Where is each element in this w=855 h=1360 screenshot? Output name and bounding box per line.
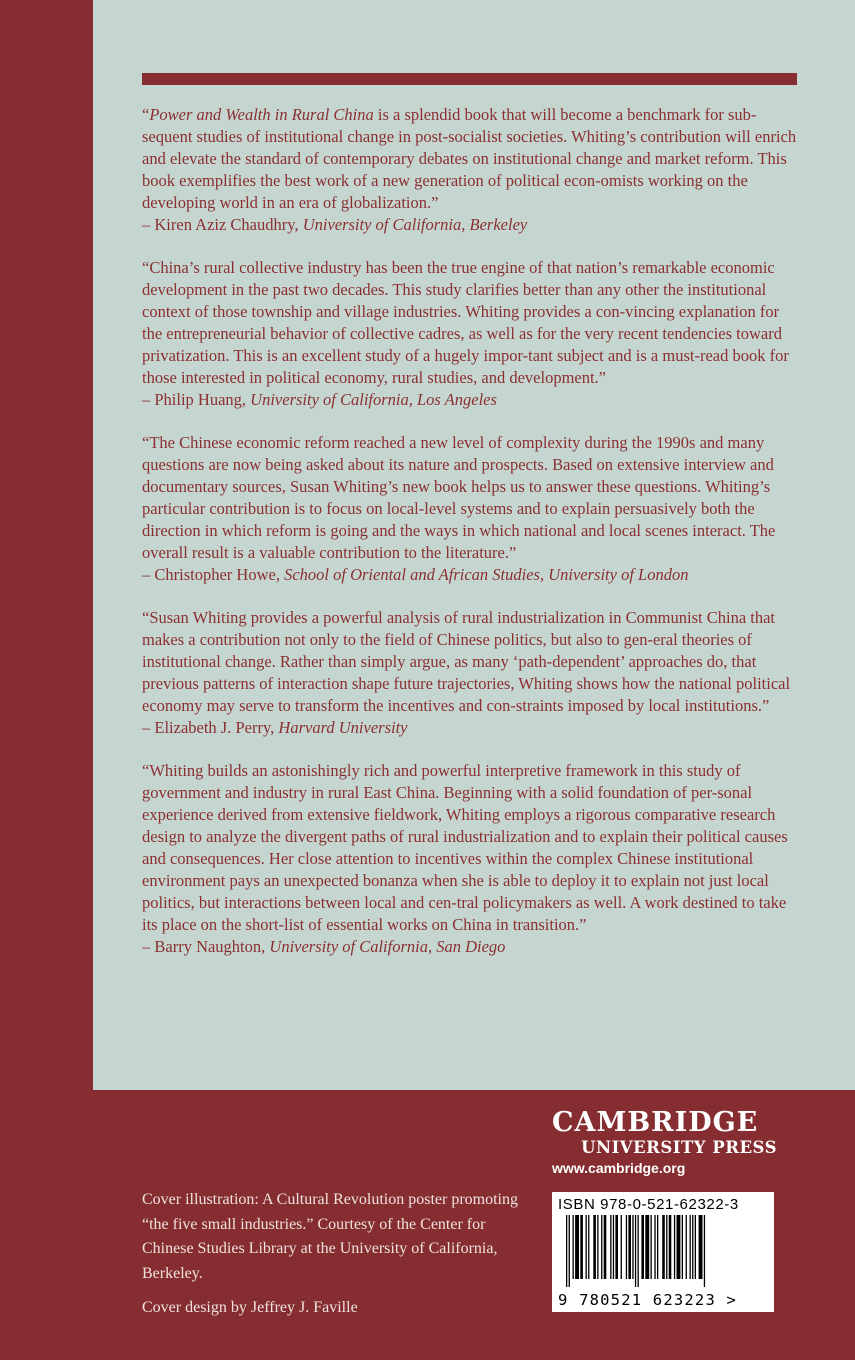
barcode-bar	[654, 1215, 655, 1279]
open-quote-mark: “	[142, 105, 150, 124]
endorsement-4	[142, 607, 802, 739]
barcode-bar	[621, 1215, 622, 1279]
author-affiliation: University of California, San Diego	[269, 937, 506, 956]
barcode-bar	[686, 1215, 687, 1279]
barcode-bar	[638, 1215, 639, 1287]
barcode-bar	[613, 1215, 614, 1279]
barcode-bar	[674, 1215, 675, 1279]
quote-body: is a splendid book that will become a benchmark for sub-sequent studies of institutional change in post-socialist societies. Whiting’s contribution will enrich and elevate the standard of contemporary debates on institutional change and market reform. This book exemplifies the best work of a new generation of political econ-omists working on the developing world in an era of globalization.”	[142, 105, 797, 212]
author-affiliation: University of California, Los Angeles	[250, 390, 497, 409]
author-name: – Elizabeth J. Perry,	[142, 718, 275, 737]
quote-text	[142, 104, 802, 214]
barcode-bar	[692, 1215, 693, 1279]
publisher-name: CAMBRIDGE	[552, 1107, 759, 1138]
barcode-bar	[657, 1215, 658, 1279]
barcode-bars	[558, 1215, 742, 1287]
barcode-bar	[597, 1215, 598, 1279]
barcode-bar	[569, 1215, 570, 1287]
barcode-bar	[610, 1215, 611, 1279]
barcode-bar	[690, 1215, 691, 1279]
barcode-bar	[593, 1215, 596, 1279]
barcode-bar	[645, 1215, 649, 1279]
barcode-bar	[662, 1215, 665, 1279]
attribution	[142, 717, 802, 739]
barcode-bar	[677, 1215, 681, 1279]
barcode-bar	[573, 1215, 574, 1279]
author-name: – Philip Huang,	[142, 390, 247, 409]
barcode-bar	[588, 1215, 589, 1279]
attribution	[142, 389, 802, 411]
author-affiliation: Harvard University	[278, 718, 408, 737]
barcode-bar	[604, 1215, 607, 1279]
author-name: – Barry Naughton,	[142, 937, 266, 956]
barcode-bar	[586, 1215, 587, 1279]
isbn-barcode	[552, 1192, 774, 1312]
quote-text: “Susan Whiting provides a powerful analysis of rural industrialization in Communist China that makes a contribution not only to the field of Chinese politics, but also to gen-eral theories of institutional change. Rather than simply argue, as many ‘path-dependent’ approaches do, that previous patterns of interaction shape future trajectories, Whiting shows how the national political economy may serve to transform the incentives and con-straints imposed by local institutions.”	[142, 608, 791, 715]
endorsement-1	[142, 104, 802, 236]
attribution	[142, 936, 802, 958]
cover-illustration-credit: Cover illustration: A Cultural Revolution poster promoting “the five small industries.” Courtesy of the Center for Chinese Studies Library at the University of California, Berkeley.	[142, 1191, 518, 1282]
author-name: – Christopher Howe,	[142, 565, 280, 584]
barcode-bar	[666, 1215, 667, 1279]
barcode-bar	[704, 1215, 705, 1287]
publisher-logo	[552, 1108, 777, 1177]
book-title: Power and Wealth in Rural China	[149, 105, 374, 124]
barcode-bar	[575, 1215, 579, 1279]
barcode-bar	[682, 1215, 683, 1279]
isbn-label: ISBN 978-0-521-62322-3	[558, 1196, 739, 1213]
barcode-bar	[699, 1215, 703, 1279]
attribution	[142, 214, 802, 236]
barcode-bar	[669, 1215, 672, 1279]
barcode-bar	[635, 1215, 636, 1287]
barcode-bar	[695, 1215, 696, 1279]
barcode-bar	[566, 1215, 567, 1287]
author-affiliation: University of California, Berkeley	[302, 215, 528, 234]
endorsements	[142, 104, 802, 979]
barcode-bar	[641, 1215, 644, 1279]
top-rule	[142, 73, 797, 85]
quote-text: “Whiting builds an astonishingly rich and powerful interpretive framework in this study of government and industry in rural East China. Beginning with a solid foundation of per-sonal experience derived from extensive fieldwork, Whiting employs a rigorous comparative research design to analyze the divergent paths of rural industrialization and to explain their political causes and consequences. Her close attention to incentives within the complex Chinese institutional environment pays an unexpected bonanza when she is able to deploy it to explain not just local politics, but interactions between local and cen-tral policymakers as well. A work destined to take its place on the short-list of essential works on China in transition.”	[142, 761, 788, 934]
barcode-bar	[632, 1215, 633, 1279]
publisher-url: www.cambridge.org	[552, 1160, 686, 1176]
quote-text: “The Chinese economic reform reached a new level of complexity during the 1990s and many questions are now being asked about its nature and prospects. Based on extensive interview and documentary sources, Susan Whiting’s new book helps us to answer these questions. Whiting’s particular contribution is to focus on local-level systems and to explain persuasively both the direction in which reform is going and the ways in which national and local scenes interact. The overall result is a valuable contribution to the literature.”	[142, 433, 776, 562]
endorsement-2	[142, 257, 802, 411]
author-affiliation: School of Oriental and African Studies, University of London	[284, 565, 689, 584]
barcode-bar	[615, 1215, 618, 1279]
endorsement-3	[142, 432, 802, 586]
barcode-bar	[601, 1215, 602, 1279]
barcode-bar	[651, 1215, 652, 1279]
publisher-subtitle: UNIVERSITY PRESS	[581, 1138, 777, 1157]
endorsement-5	[142, 760, 802, 958]
barcode-bar	[626, 1215, 627, 1279]
author-name: – Kiren Aziz Chaudhry,	[142, 215, 299, 234]
barcode-bar	[580, 1215, 583, 1279]
barcode-bar	[628, 1215, 631, 1279]
quote-text: “China’s rural collective industry has been the true engine of that nation’s remarkable economic development in the past two decades. This study clarifies better than any other the institutional context of those township and village industries. Whiting provides a con-vincing explanation for the entrepreneurial behavior of collective cadres, as well as for the very recent tendencies toward privatization. This is an excellent study of a hugely impor-tant subject and is a must-read book for those interested in political economy, rural studies, and development.”	[142, 258, 789, 387]
attribution	[142, 564, 802, 586]
barcode-digits: 9 780521 623223 >	[558, 1291, 738, 1309]
cover-design-credit: Cover design by Jeffrey J. Faville	[142, 1299, 358, 1316]
cover-credits	[142, 1188, 522, 1321]
